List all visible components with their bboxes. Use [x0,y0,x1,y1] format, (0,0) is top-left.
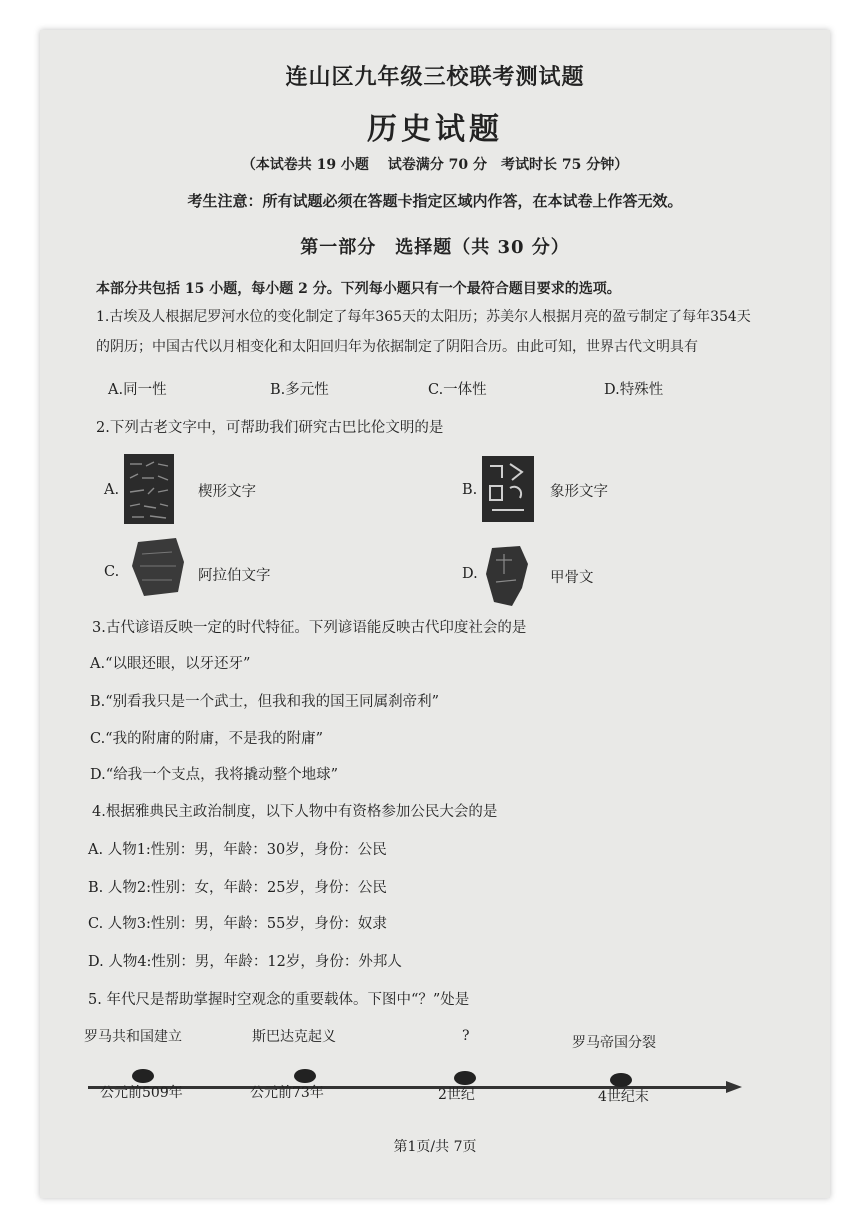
q3-option-b: B.“别看我只是一个武士，但我和我的国王同属刹帝利” [90,694,440,710]
timeline-event-1: 罗马共和国建立 [84,1029,182,1045]
timeline-marker-3 [454,1071,476,1085]
q2-option-c-letter: C. [104,564,120,580]
page-number: 第1页/共 7页 [393,1139,477,1155]
timeline-marker-1 [132,1069,154,1083]
timeline-event-4: 罗马帝国分裂 [572,1035,656,1051]
q5-stem: 5. 年代尺是帮助掌握时空观念的重要载体。下图中“？”处是 [88,992,470,1008]
cuneiform-image [124,454,174,524]
timeline-date-1: 公元前509年 [100,1085,183,1101]
timeline-date-2: 公元前73年 [250,1085,324,1101]
timeline-marker-2 [294,1069,316,1083]
q2-option-c-label: 阿拉伯文字 [198,568,271,584]
q4-option-d: D. 人物4:性别：男，年龄：12岁，身份：外邦人 [88,954,402,970]
q3-stem: 3.古代谚语反映一定的时代特征。下列谚语能反映古代印度社会的是 [92,620,527,636]
q2-option-a-letter: A. [104,482,120,498]
exam-paper [40,30,830,1198]
q1-option-c: C.一体性 [428,382,487,398]
q2-option-d-label: 甲骨文 [550,570,594,586]
q4-option-b: B. 人物2:性别：女，年龄：25岁，身份：公民 [88,880,387,896]
q1-stem-line2: 的阴历；中国古代以月相变化和太阳回归年为依据制定了阴阳合历。由此可知，世界古代文明具有 [96,339,698,355]
school-title: 连山区九年级三校联考测试题 [285,64,585,90]
q1-option-b: B.多元性 [270,382,329,398]
timeline-date-3: 2世纪 [438,1087,475,1103]
q1-option-d: D.特殊性 [604,382,664,398]
q1-stem-line1: 1.古埃及人根据尼罗河水位的变化制定了每年365天的太阳历；苏美尔人根据月亮的盈亏制定了每年354天 [96,309,751,325]
q4-option-c: C. 人物3:性别：男，年龄：55岁，身份：奴隶 [88,916,387,932]
arabic-script-tablet-image [130,536,186,598]
part-intro: 本部分共包括 15 小题，每小题 2 分。下列每小题只有一个最符合题目要求的选项。 [96,281,621,297]
q2-option-b-label: 象形文字 [550,484,608,500]
timeline-marker-4 [610,1073,632,1087]
q3-option-d: D.“给我一个支点，我将撬动整个地球” [90,767,339,783]
subject-title: 历史试题 [367,112,503,147]
exam-notice: 考生注意：所有试题必须在答题卡指定区域内作答，在本试卷上作答无效。 [187,192,683,210]
q4-stem: 4.根据雅典民主政治制度，以下人物中有资格参加公民大会的是 [92,804,498,820]
timeline-event-2: 斯巴达克起义 [252,1029,336,1045]
hieroglyph-image [482,456,534,522]
exam-info: （本试卷共 19 小题 试卷满分 70 分 考试时长 75 分钟） [241,157,629,173]
q4-option-a: A. 人物1:性别：男，年龄：30岁，身份：公民 [88,842,387,858]
q2-option-a-label: 楔形文字 [198,484,256,500]
q2-option-d-letter: D. [462,566,478,582]
q2-option-b-letter: B. [462,482,478,498]
timeline-arrow-icon [726,1081,742,1093]
q1-option-a: A.同一性 [108,382,167,398]
q2-stem: 2.下列古老文字中，可帮助我们研究古巴比伦文明的是 [96,420,444,436]
timeline-event-3: ? [462,1028,470,1044]
q3-option-c: C.“我的附庸的附庸，不是我的附庸” [90,731,324,747]
timeline-date-4: 4世纪末 [598,1089,649,1105]
q3-option-a: A.“以眼还眼，以牙还牙” [90,656,251,672]
oracle-bone-image [482,544,530,608]
part-title: 第一部分 选择题（共 30 分） [300,237,570,258]
